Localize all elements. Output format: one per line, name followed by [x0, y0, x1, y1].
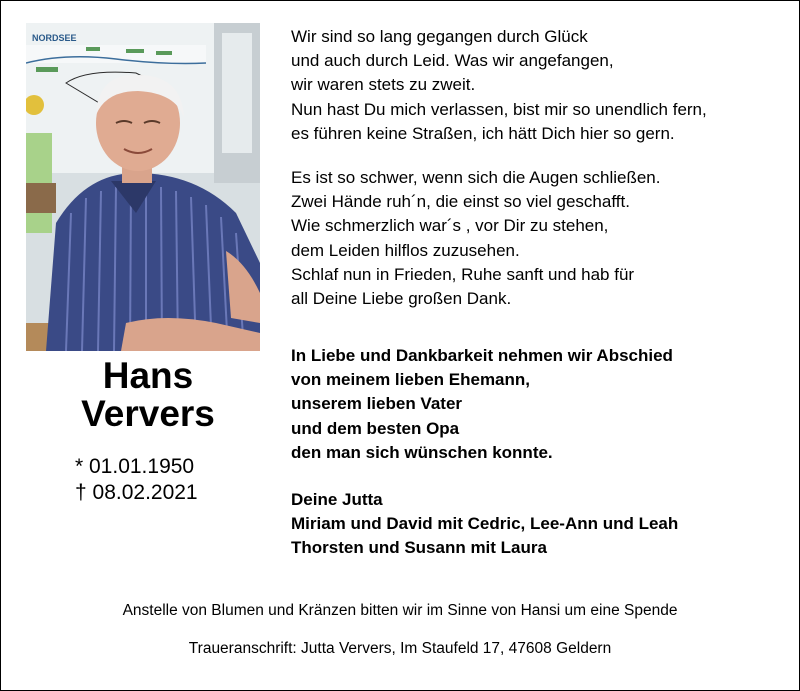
farewell-line: In Liebe und Dankbarkeit nehmen wir Abschied	[291, 346, 673, 365]
poem-line: Zwei Hände ruh´n, die einst so viel geschafft.	[291, 192, 630, 212]
farewell-line: unserem lieben Vater	[291, 394, 463, 414]
portrait-illustration	[26, 23, 260, 351]
death-date: † 08.02.2021	[75, 481, 198, 504]
poem-line: Es ist so schwer, wenn sich die Augen schließen.	[291, 168, 661, 188]
poem-line: dem Leiden hilflos zuzusehen.	[291, 240, 520, 260]
family-line: Thorsten und Susann mit Laura	[291, 538, 547, 558]
farewell-line: den man sich wünschen konnte.	[291, 442, 553, 462]
map-label: NORDSEE	[32, 33, 77, 43]
portrait-photo	[26, 23, 260, 351]
poem-line: Wie schmerzlich war´s , vor Dir zu stehen,	[291, 216, 609, 236]
mourning-address: Traueranschrift: Jutta Ververs, Im Staufeld 17, 47608 Geldern	[188, 640, 612, 657]
donation-note: Anstelle von Blumen und Kränzen bitten wir im Sinne von Hansi um eine Spende	[122, 602, 678, 619]
poem-line: und auch durch Leid. Was wir angefangen,	[291, 51, 614, 71]
birth-date: * 01.01.1950	[75, 455, 195, 478]
poem-stanza-1	[291, 25, 791, 146]
poem-line: es führen keine Straßen, ich hätt Dich hier so gern.	[291, 123, 675, 143]
poem-stanza-2	[291, 166, 791, 311]
first-name: Hans	[102, 355, 194, 396]
farewell-text	[291, 344, 791, 465]
last-name: Ververs	[81, 393, 215, 434]
family-signatures	[291, 488, 791, 561]
poem-line: Nun hast Du mich verlassen, bist mir so unendlich fern,	[291, 99, 707, 119]
poem-line: Schlaf nun in Frieden, Ruhe sanft und hab für	[291, 264, 635, 284]
poem-line: all Deine Liebe großen Dank.	[291, 289, 512, 309]
farewell-line: und dem besten Opa	[291, 418, 460, 438]
family-line: Miriam und David mit Cedric, Lee-Ann und Leah	[291, 514, 679, 534]
life-dates	[75, 454, 198, 506]
poem-line: wir waren stets zu zweit.	[291, 75, 476, 95]
farewell-line: von meinem lieben Ehemann,	[291, 370, 531, 390]
poem	[291, 25, 791, 311]
poem-line: Wir sind so lang gegangen durch Glück	[291, 27, 588, 46]
deceased-name	[29, 357, 267, 433]
family-line: Deine Jutta	[291, 490, 383, 509]
